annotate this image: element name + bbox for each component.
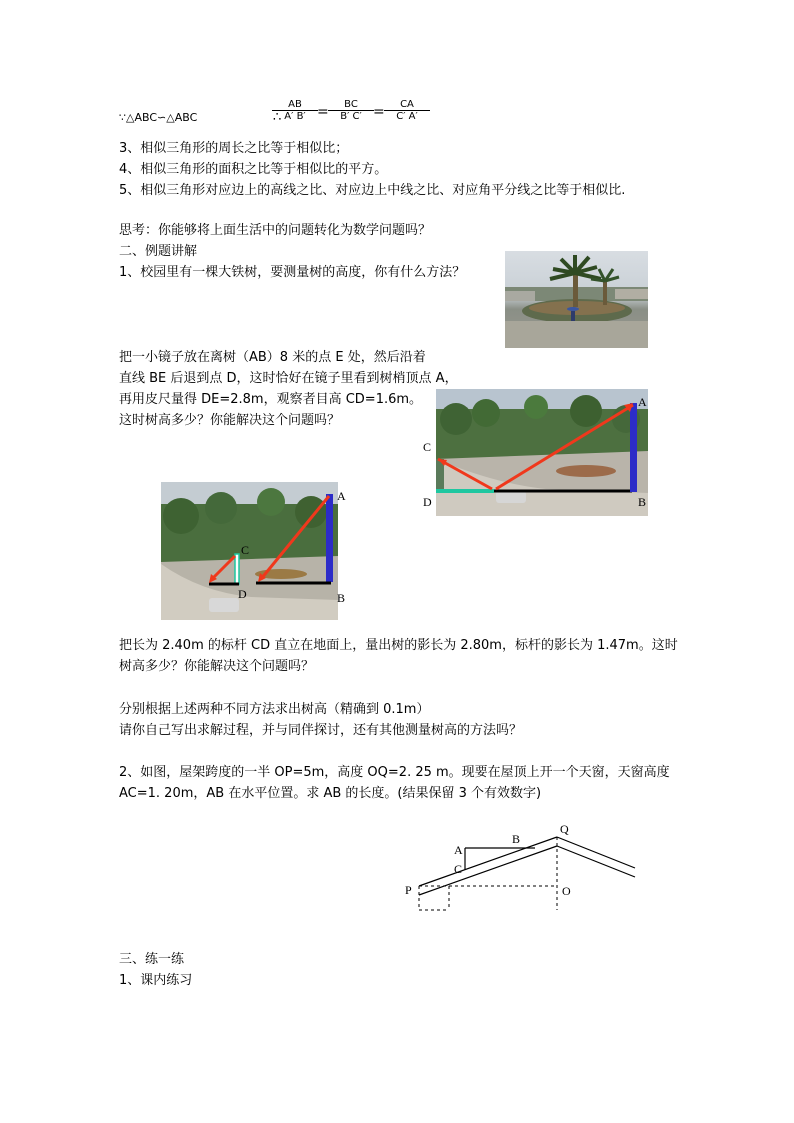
- pole-label-b: B: [337, 591, 346, 605]
- property-5: 5、相似三角形对应边上的高线之比、对应边上中线之比、对应角平分线之比等于相似比.: [119, 183, 626, 198]
- solve-instruction-2: 请你自己写出求解过程，并与同伴探讨，还有其他测量树高的方法吗？: [119, 723, 523, 738]
- roof-label-q: Q: [560, 822, 569, 836]
- mirror-method-line-4: 这时树高多少？你能解决这个问题吗？: [119, 413, 341, 428]
- ratio-ab: AB A′ B′: [272, 99, 318, 122]
- think-question: 思考：你能够将上面生活中的问题转化为数学问题吗？: [119, 223, 432, 238]
- similar-triangles-given: ∵△ABC∽△ABC: [119, 111, 198, 124]
- section-heading-practice: 三、练一练: [119, 952, 185, 967]
- roof-label-c: C: [454, 862, 463, 876]
- pole-label-d: D: [238, 587, 247, 601]
- pole-label-c: C: [241, 543, 250, 557]
- equals-sign: =: [317, 104, 329, 120]
- roof-label-b: B: [512, 832, 521, 846]
- roof-label-o: O: [562, 884, 571, 898]
- pole-label-a: A: [337, 489, 346, 503]
- roof-truss-diagram: [405, 820, 645, 920]
- practice-item-1: 1、课内练习: [119, 973, 193, 988]
- mirror-method-line-2: 直线 BE 后退到点 D，这时恰好在镜子里看到树梢顶点 A，: [119, 371, 458, 386]
- example-2-line-2: AC=1. 20m，AB 在水平位置。求 AB 的长度。(结果保留 3 个有效数字): [119, 786, 542, 801]
- ratio-bc: BC B′ C′: [328, 99, 374, 122]
- property-4: 4、相似三角形的面积之比等于相似比的平方。: [119, 162, 388, 177]
- mirror-label-b: B: [638, 495, 647, 509]
- mirror-method-line-1: 把一小镜子放在离树（AB）8 米的点 E 处，然后沿着: [119, 350, 426, 365]
- property-3: 3、相似三角形的周长之比等于相似比；: [119, 141, 349, 156]
- mirror-method-scene: [436, 389, 648, 516]
- mirror-method-line-3: 再用皮尺量得 DE=2.8m，观察者目高 CD=1.6m。: [119, 392, 423, 407]
- roof-label-a: A: [454, 843, 463, 857]
- mirror-method-figure: [436, 389, 648, 516]
- equals-sign: =: [373, 104, 385, 120]
- mirror-label-a: A: [638, 395, 647, 409]
- pole-method-figure: [161, 482, 338, 620]
- example-1-question: 1、校园里有一棵大铁树，要测量树的高度，你有什么方法？: [119, 265, 466, 280]
- section-heading-examples: 二、例题讲解: [119, 244, 198, 259]
- mirror-label-c: C: [423, 440, 432, 454]
- roof-label-p: P: [405, 883, 412, 897]
- solve-instruction-1: 分别根据上述两种不同方法求出树高（精确到 0.1m）: [119, 702, 430, 717]
- pole-method-line-2: 树高多少？你能解决这个问题吗？: [119, 659, 315, 674]
- pole-method-line-1: 把长为 2.40m 的标杆 CD 直立在地面上，量出树的影长为 2.80m，标杆的影长为 1.47m。这时: [119, 638, 678, 653]
- ratio-ca: CA C′ A′: [384, 99, 430, 122]
- mirror-label-d: D: [423, 495, 432, 509]
- tree-plaza-illustration: [505, 251, 648, 348]
- pole-method-scene: [161, 482, 338, 620]
- example-2-line-1: 2、如图，屋架跨度的一半 OP=5m，高度 OQ=2. 25 m。现要在屋顶上开一个天窗，天窗高度: [119, 765, 670, 780]
- therefore-symbol: ∴: [273, 110, 282, 125]
- tree-plaza-photo: [505, 251, 648, 348]
